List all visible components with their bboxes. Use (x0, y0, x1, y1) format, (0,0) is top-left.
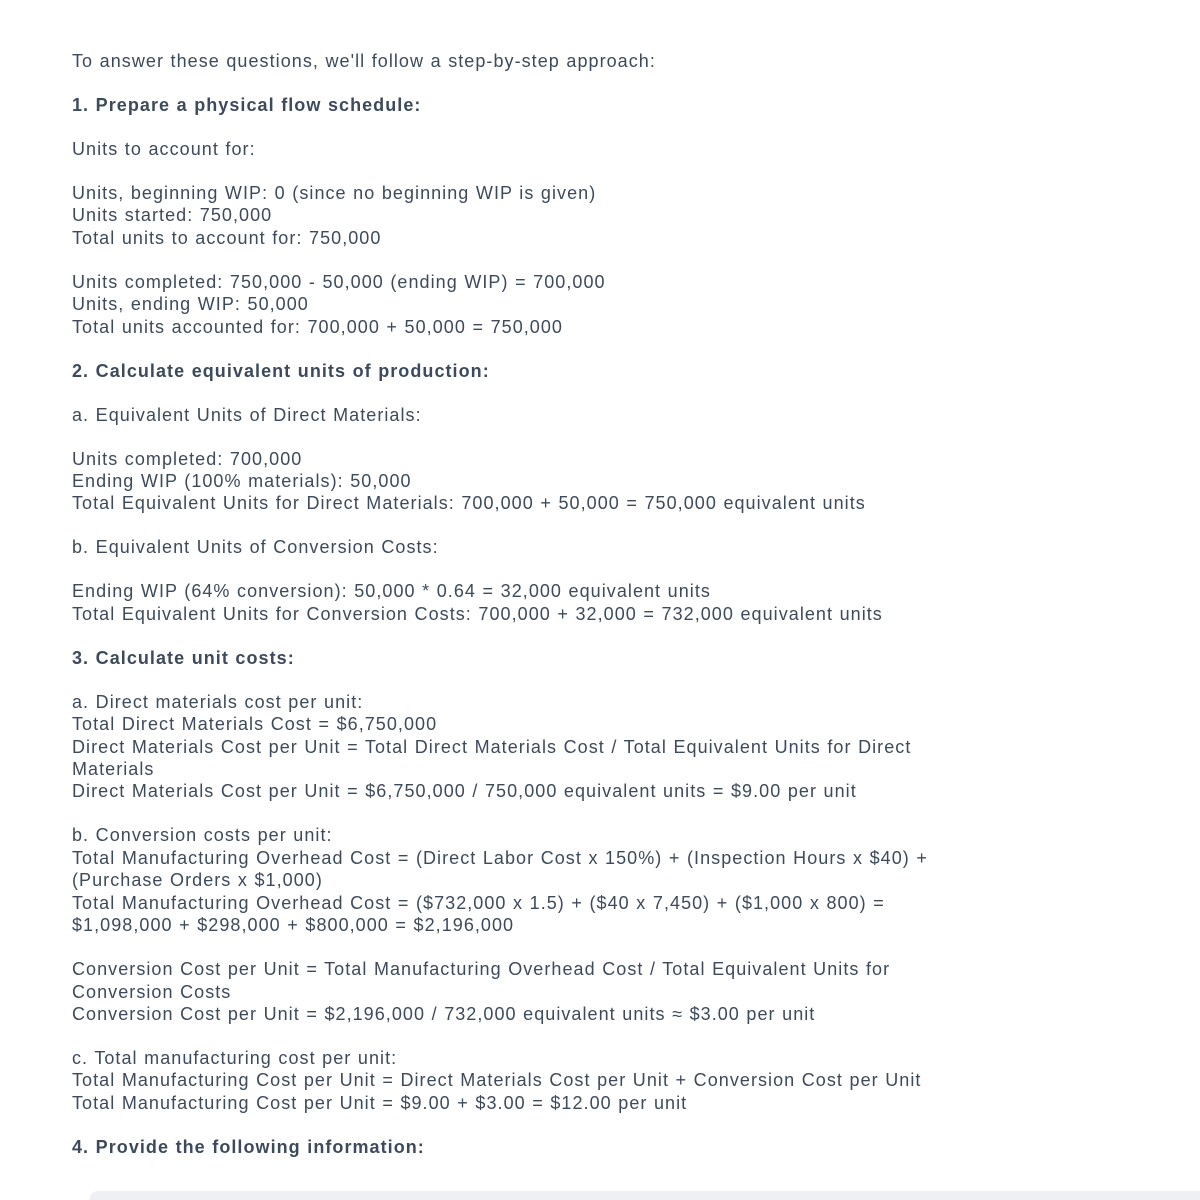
text-line: Total Equivalent Units for Conversion Costs: 700,000 + 32,000 = 732,000 equivalent units (72, 603, 883, 624)
text-line: Ending WIP (64% conversion): 50,000 * 0.64 = 32,000 equivalent units (72, 581, 711, 602)
text-line: $1,098,000 + $298,000 + $800,000 = $2,196,000 (72, 915, 515, 936)
paragraph (72, 448, 1140, 515)
text-line: Direct Materials Cost per Unit = Total Direct Materials Cost / Total Equivalent Units for Direct (72, 736, 912, 757)
text-line: 4. Provide the following information: (72, 1136, 425, 1157)
text-line: 3. Calculate unit costs: (72, 647, 295, 668)
text-line: Total Equivalent Units for Direct Materials: 700,000 + 50,000 = 750,000 equivalent units (72, 493, 866, 514)
paragraph (72, 404, 1140, 426)
text-line: a. Direct materials cost per unit: (72, 691, 364, 712)
text-line: Total Manufacturing Cost per Unit = $9.00 + $3.00 = $12.00 per unit (72, 1092, 688, 1113)
text-line: Total Manufacturing Overhead Cost = ($732,000 x 1.5) + ($40 x 7,450) + ($1,000 x 800) = (72, 892, 885, 913)
text-line: b. Equivalent Units of Conversion Costs: (72, 537, 439, 558)
text-line: a. Equivalent Units of Direct Materials: (72, 404, 422, 425)
next-panel-top-edge (90, 1191, 1200, 1200)
text-line: Units, beginning WIP: 0 (since no beginning WIP is given) (72, 183, 597, 203)
text-line: 2. Calculate equivalent units of production: (72, 360, 490, 381)
section-heading (72, 94, 1140, 116)
text-line: Units, ending WIP: 50,000 (72, 294, 309, 315)
text-line: Total units accounted for: 700,000 + 50,000 = 750,000 (72, 316, 563, 337)
paragraph (72, 138, 1140, 160)
text-line: Direct Materials Cost per Unit = $6,750,000 / 750,000 equivalent units = $9.00 per unit (72, 781, 857, 802)
paragraph (72, 271, 1140, 338)
text-line: Total Direct Materials Cost = $6,750,000 (72, 714, 438, 735)
text-line: Units completed: 750,000 - 50,000 (ending WIP) = 700,000 (72, 271, 606, 292)
paragraph (72, 182, 1140, 249)
text-line: Conversion Cost per Unit = $2,196,000 / 732,000 equivalent units ≈ $3.00 per unit (72, 1003, 816, 1024)
text-line: Units completed: 700,000 (72, 448, 303, 469)
section-heading (72, 360, 1140, 382)
text-line: Materials (72, 759, 155, 780)
text-line: Conversion Costs (72, 981, 232, 1002)
paragraph (72, 50, 1140, 72)
text-line: c. Total manufacturing cost per unit: (72, 1047, 398, 1068)
text-line: To answer these questions, we'll follow a step-by-step approach: (72, 51, 656, 71)
text-line: Ending WIP (100% materials): 50,000 (72, 471, 412, 492)
paragraph (72, 580, 1140, 625)
section-heading (72, 1136, 1140, 1158)
text-line: 1. Prepare a physical flow schedule: (72, 95, 422, 115)
paragraph (72, 958, 1140, 1025)
paragraph (72, 824, 1140, 936)
text-line: (Purchase Orders x $1,000) (72, 870, 323, 891)
section-heading (72, 647, 1140, 669)
text-line: Units started: 750,000 (72, 205, 273, 226)
paragraph (72, 1047, 1140, 1114)
text-line: Total Manufacturing Overhead Cost = (Direct Labor Cost x 150%) + (Inspection Hours x $40) + (72, 847, 928, 868)
text-line: Conversion Cost per Unit = Total Manufacturing Overhead Cost / Total Equivalent Units for (72, 959, 891, 980)
text-line: b. Conversion costs per unit: (72, 825, 333, 846)
paragraph (72, 536, 1140, 558)
text-line: Units to account for: (72, 139, 256, 159)
paragraph (72, 691, 1140, 803)
text-line: Total Manufacturing Cost per Unit = Direct Materials Cost per Unit + Conversion Cost per Unit (72, 1070, 922, 1091)
text-line: Total units to account for: 750,000 (72, 227, 382, 248)
